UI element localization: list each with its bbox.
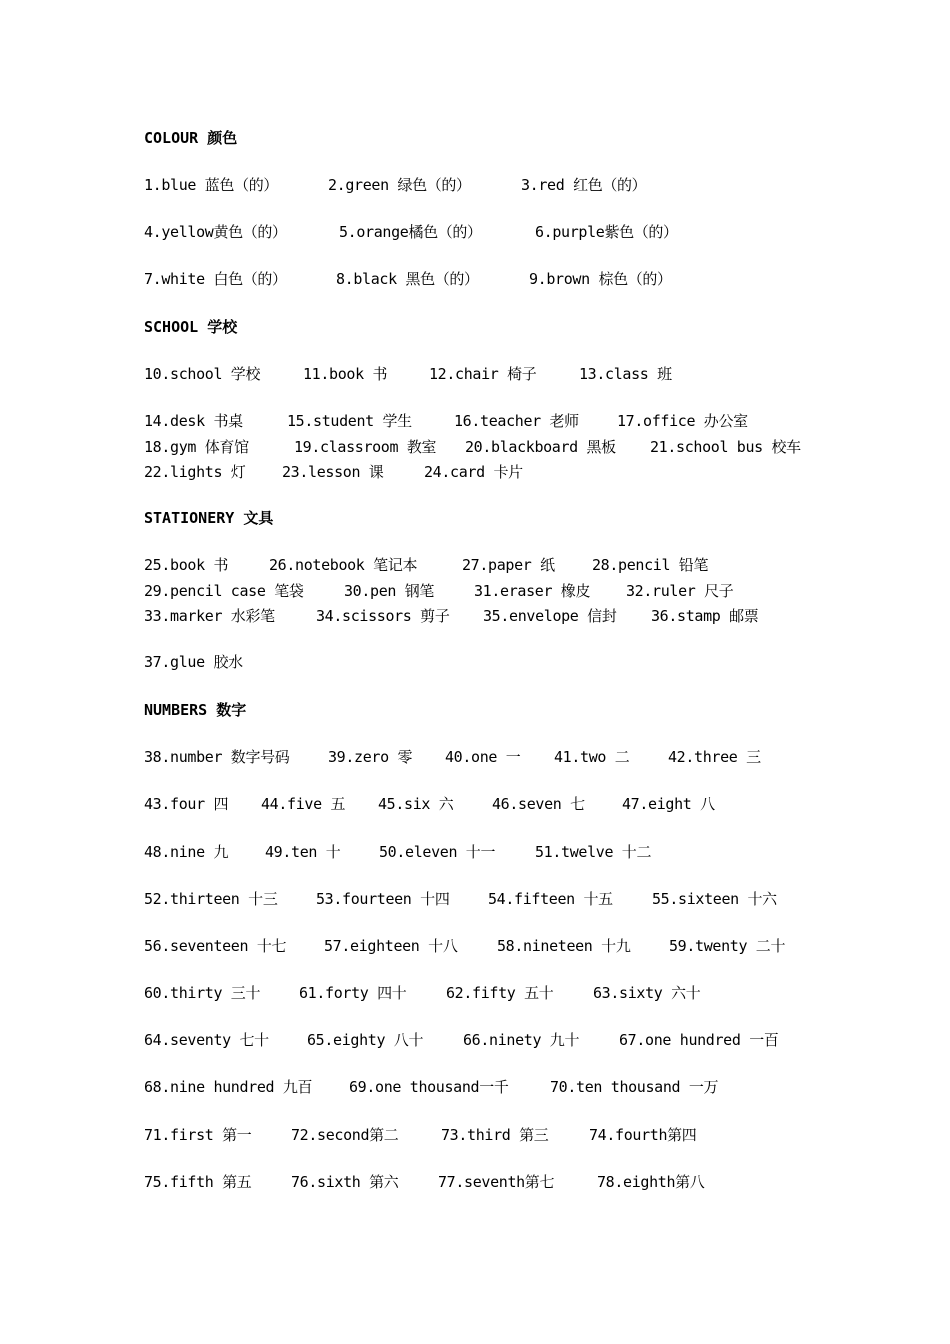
vocab-item: 39.zero 零 — [328, 748, 413, 766]
vocab-item: 77.seventh第七 — [438, 1173, 555, 1191]
vocab-item: 35.envelope 信封 — [483, 607, 617, 625]
vocab-item: 27.paper 纸 — [462, 556, 555, 574]
vocab-item: 31.eraser 橡皮 — [474, 582, 591, 600]
vocab-item: 24.card 卡片 — [424, 463, 523, 481]
vocab-item: 55.sixteen 十六 — [652, 890, 777, 908]
vocab-item: 15.student 学生 — [287, 412, 412, 430]
vocab-item: 76.sixth 第六 — [291, 1173, 399, 1191]
vocab-item: 58.nineteen 十九 — [497, 937, 631, 955]
vocab-item: 41.two 二 — [554, 748, 630, 766]
vocab-item: 74.fourth第四 — [589, 1126, 697, 1144]
vocab-item: 7.white 白色（的） — [144, 270, 287, 288]
vocab-item: 21.school bus 校车 — [650, 438, 801, 456]
vocab-item: 51.twelve 十二 — [535, 843, 652, 861]
vocab-item: 50.eleven 十一 — [379, 843, 496, 861]
vocab-item: 70.ten thousand 一万 — [550, 1078, 719, 1096]
vocab-item: 63.sixty 六十 — [593, 984, 701, 1002]
vocab-item: 4.yellow黄色（的） — [144, 223, 287, 241]
vocab-item: 45.six 六 — [378, 795, 454, 813]
vocab-item: 11.book 书 — [303, 365, 388, 383]
vocab-item: 57.eighteen 十八 — [324, 937, 458, 955]
vocab-item: 65.eighty 八十 — [307, 1031, 424, 1049]
vocab-item: 46.seven 七 — [492, 795, 585, 813]
vocab-item: 2.green 绿色（的） — [328, 176, 471, 194]
vocab-item: 3.red 红色（的） — [521, 176, 647, 194]
vocab-item: 25.book 书 — [144, 556, 229, 574]
vocab-item: 68.nine hundred 九百 — [144, 1078, 313, 1096]
vocab-item: 64.seventy 七十 — [144, 1031, 269, 1049]
vocab-item: 33.marker 水彩笔 — [144, 607, 275, 625]
vocab-item: 42.three 三 — [668, 748, 761, 766]
vocab-item: 28.pencil 铅笔 — [592, 556, 709, 574]
section-heading-school: SCHOOL 学校 — [144, 318, 238, 336]
vocab-item: 13.class 班 — [579, 365, 672, 383]
vocab-item: 49.ten 十 — [265, 843, 341, 861]
vocab-item: 73.third 第三 — [441, 1126, 549, 1144]
section-heading-stationery: STATIONERY 文具 — [144, 509, 274, 527]
vocab-item: 34.scissors 剪子 — [316, 607, 450, 625]
vocab-item: 10.school 学校 — [144, 365, 261, 383]
vocab-item: 30.pen 钢笔 — [344, 582, 435, 600]
vocab-item: 14.desk 书桌 — [144, 412, 243, 430]
vocab-item: 1.blue 蓝色（的） — [144, 176, 279, 194]
vocab-item: 17.office 办公室 — [617, 412, 748, 430]
vocab-item: 8.black 黑色（的） — [336, 270, 479, 288]
vocab-item: 48.nine 九 — [144, 843, 229, 861]
vocab-item: 47.eight 八 — [622, 795, 715, 813]
vocab-item: 67.one hundred 一百 — [619, 1031, 779, 1049]
vocab-item: 32.ruler 尺子 — [626, 582, 734, 600]
vocab-item: 75.fifth 第五 — [144, 1173, 252, 1191]
vocab-item: 54.fifteen 十五 — [488, 890, 613, 908]
vocab-item: 60.thirty 三十 — [144, 984, 261, 1002]
vocab-item: 9.brown 棕色（的） — [529, 270, 672, 288]
vocab-item: 29.pencil case 笔袋 — [144, 582, 304, 600]
vocab-item: 26.notebook 笔记本 — [269, 556, 418, 574]
vocab-item: 23.lesson 课 — [282, 463, 384, 481]
vocab-item: 71.first 第一 — [144, 1126, 252, 1144]
vocab-item: 72.second第二 — [291, 1126, 399, 1144]
vocab-item: 37.glue 胶水 — [144, 653, 243, 671]
vocab-item: 69.one thousand一千 — [349, 1078, 509, 1096]
vocab-item: 18.gym 体育馆 — [144, 438, 249, 456]
vocab-item: 66.ninety 九十 — [463, 1031, 580, 1049]
vocab-item: 38.number 数字号码 — [144, 748, 290, 766]
vocab-item: 52.thirteen 十三 — [144, 890, 278, 908]
vocab-item: 78.eighth第八 — [597, 1173, 705, 1191]
vocab-item: 40.one 一 — [445, 748, 521, 766]
vocab-item: 5.orange橘色（的） — [339, 223, 482, 241]
vocab-item: 53.fourteen 十四 — [316, 890, 450, 908]
vocab-item: 62.fifty 五十 — [446, 984, 554, 1002]
section-heading-numbers: NUMBERS 数字 — [144, 701, 247, 719]
vocab-item: 19.classroom 教室 — [294, 438, 437, 456]
section-heading-colour: COLOUR 颜色 — [144, 129, 238, 147]
vocab-item: 61.forty 四十 — [299, 984, 407, 1002]
vocab-item: 59.twenty 二十 — [669, 937, 786, 955]
vocab-item: 43.four 四 — [144, 795, 229, 813]
vocab-item: 22.lights 灯 — [144, 463, 246, 481]
vocab-item: 44.five 五 — [261, 795, 346, 813]
vocab-item: 20.blackboard 黑板 — [465, 438, 616, 456]
vocab-item: 16.teacher 老师 — [454, 412, 579, 430]
vocab-item: 12.chair 椅子 — [429, 365, 537, 383]
vocab-item: 6.purple紫色（的） — [535, 223, 678, 241]
vocab-item: 36.stamp 邮票 — [651, 607, 759, 625]
vocab-item: 56.seventeen 十七 — [144, 937, 287, 955]
